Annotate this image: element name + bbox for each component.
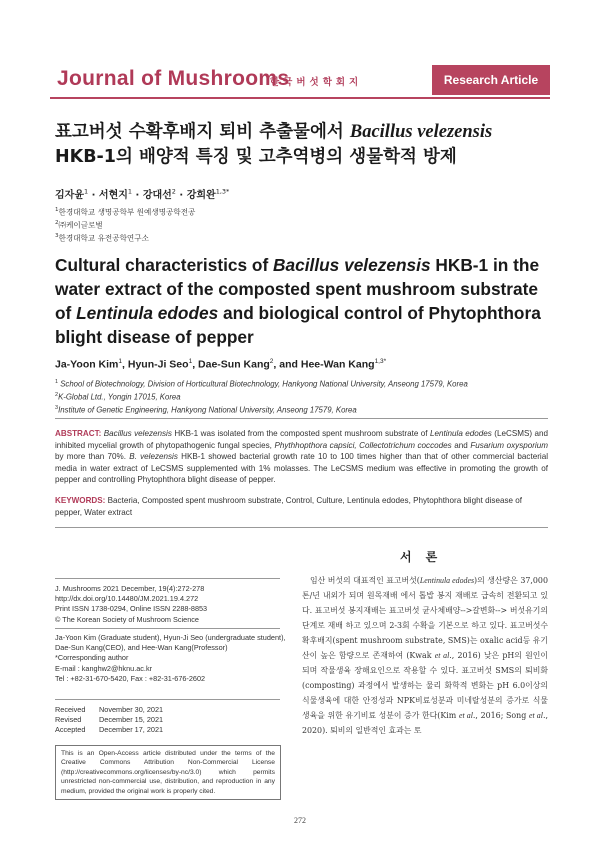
body-text: )의 생산량은 37,000톤/년 내외가 되며 원목재배 에서 톱밥 봉지 재배로 급속히 전환되고 있다. 표고버섯 봉지재배는 표고버섯 균사체배양-->갈변화--> 버섯유기의 단계로 재배 하고 있으며 2-3회 수확을 기본으로 하고 있다. 표고버섯수확후배지(spent mushroom substrate, SMS)는 oxalic acid등 유기산이 높은 함량으로 존재하여 (Kwak [302, 576, 548, 660]
info-line: Tel : +82-31-670-5420, Fax : +82-31-676-2602 [55, 673, 206, 683]
date-label: Revised [55, 715, 82, 725]
journal-header [50, 65, 550, 99]
author-info [55, 633, 286, 684]
affiliation-en: School of Biotechnology, Division of Horticultural Biotechnology, Hankyong National University, Anseong 17579, Korea [60, 379, 468, 389]
author-kr-sup: 1,3* [215, 187, 230, 196]
article-type-badge: Research Article [432, 65, 550, 95]
korean-title [55, 120, 535, 170]
author-separator: · [91, 190, 96, 201]
korean-title-line2: HKB-1의 배양적 특징 및 고추역병의 생물학적 방제 [55, 147, 457, 167]
journal-name-korean: 한국버섯학회지 [270, 77, 363, 88]
abstract-italic: Fusarium oxysporium [470, 440, 548, 450]
introduction-body [302, 573, 548, 738]
body-italic: et al [434, 651, 450, 660]
body-italic: et al [458, 711, 473, 720]
abstract-text: (LeCSMS) and inhibited mycelial growth of phytopathogenic fungal species, [55, 429, 549, 450]
article-info [55, 584, 280, 625]
info-line: Ja-Yoon Kim (Graduate student), Hyun-Ji Seo (undergraduate student), [55, 633, 286, 642]
author-kr-sup: 1 [83, 187, 89, 196]
divider [55, 418, 548, 419]
keywords-label: KEYWORDS: [55, 496, 106, 505]
body-text: ., 2020). 퇴비의 일반적인 효과는 토 [302, 711, 548, 735]
date-value: December 17, 2021 [99, 725, 164, 735]
body-text: 임산 버섯의 대표적인 표고버섯( [310, 576, 420, 585]
affiliation-en: Institute of Genetic Engineering, Hankyong National University, Anseong 17579, Korea [58, 405, 357, 415]
info-line: Dae-Sun Kang(CEO), and Hee-Wan Kang(Professor) [55, 643, 228, 653]
title-species: Bacillus velezensis [273, 255, 431, 275]
info-line: J. Mushrooms 2021 December, 19(4):272-278 [55, 584, 205, 593]
info-line: *Corresponding author [55, 653, 129, 663]
body-italic: et al [528, 711, 543, 720]
english-affiliations [55, 377, 555, 416]
abstract-italic: Phythhopthora capsici, Collectotrichum coccodes [274, 440, 452, 450]
affiliation-sup: 1 [55, 207, 59, 213]
journal-name: Journal of Mushrooms [57, 67, 290, 90]
affiliation-sup: 3 [55, 233, 59, 240]
date-value: November 30, 2021 [99, 705, 164, 714]
info-line: © The Korean Society of Mushroom Science [55, 614, 199, 624]
abstract-text: HKB-1 showed bacterial growth rate 10 to 100 times higher than that of other commercial bacterial media in water extract of LeCSMS supplemented with 1% molasses. The LeCSMS medium was effective in promoting the growth of pepper and controlling Phytophthora blight disease of pepper. [55, 452, 549, 485]
title-text: and biological control of Phytophthora blight disease of pepper [55, 303, 541, 347]
author-en: Dae-Sun Kang [198, 358, 270, 371]
info-line: Print ISSN 1738-0294, Online ISSN 2288-8853 [55, 604, 208, 614]
keywords-text: Bacteria, Composted spent mushroom substrate, Control, Culture, Lentinula edodes, Phytophthora blight disease of pepper, Water extract [55, 496, 522, 517]
title-species: Lentinula edodes [76, 303, 219, 323]
date-label: Received [55, 705, 86, 714]
affiliation-kr: 한경대학교 생명공학부 원예생명공학전공 [58, 207, 196, 217]
korean-authors [55, 186, 229, 201]
abstract-text: HKB-1 was isolated from the composted spent mushroom substrate of [171, 429, 430, 438]
section-title: 서론 [400, 550, 452, 564]
english-title [55, 253, 555, 349]
title-text: Cultural characteristics of [55, 255, 274, 275]
korean-title-part: 표고버섯 수확후배지 퇴비 추출물에서 [55, 122, 350, 142]
author-en-sup: 2 [269, 358, 274, 365]
date-value: December 15, 2021 [99, 715, 164, 725]
author-en-sup: 1,3* [374, 358, 387, 365]
author-kr-sup: 2 [171, 187, 176, 196]
affiliation-sup: 3 [55, 404, 59, 411]
english-authors: Ja-Yoon Kim$^1$, Hyun-Ji Seo$^1$, Dae-Sun Kang$^2$, and Hee-Wan Kang$^{1,3*}$ [55, 358, 387, 371]
author-separator: · [135, 190, 140, 201]
body-text: ., 2016) 낮은 pH의 원인이 되며 작물생육 장해요인으로 작용할 수 있다. 표고버섯 SMS의 퇴비화(composting) 과정에서 발생하는 물리 화학적 변화는 pH 6.0이상의 식물생육에 대한 안정성과 NPK비료성분과 미네랄성분의 증가로 식물생육을 위한 유기비료 성분이 증가 한다(Kim [302, 651, 548, 720]
author-en: Ja-Yoon Kim [55, 358, 119, 371]
page-number: 272 [294, 816, 306, 825]
author-kr: 서현지 [98, 190, 128, 201]
affiliation-kr: ㈜케이글로벌 [58, 220, 103, 230]
author-kr: 강대선 [142, 190, 172, 201]
author-kr: 강희완 [186, 190, 216, 201]
body-text: ., 2016; Song [472, 711, 529, 720]
body-italic: Lentinula edodes [419, 576, 475, 585]
abstract [55, 428, 548, 486]
info-divider [55, 578, 280, 579]
author-en-sup: 1 [118, 358, 123, 365]
info-doi[interactable]: http://dx.doi.org/10.14480/JM.2021.19.4.272 [55, 594, 199, 604]
author-kr-sup: 1 [127, 187, 133, 196]
author-en: Hyun-Ji Seo [127, 358, 189, 371]
title-text: HKB-1 in the water extract of the composted spent mushroom substrate of [55, 255, 540, 323]
article-dates [55, 705, 163, 736]
abstract-italic: B. velezensis [129, 452, 178, 462]
abstract-italic: Bacillus velezensis [103, 429, 172, 438]
keywords [55, 495, 548, 518]
abstract-text: and [451, 440, 471, 450]
info-divider [55, 628, 280, 629]
author-kr: 김자윤 [55, 190, 84, 201]
info-email[interactable]: E-mail : kanghw2@hknu.ac.kr [55, 663, 153, 673]
author-conjunction: and [279, 358, 298, 371]
divider [55, 527, 548, 528]
author-en-sup: 1 [188, 358, 193, 365]
affiliation-en: K-Global Ltd., Yongin 17015, Korea [58, 392, 181, 402]
abstract-text: by more than 70%. [55, 452, 130, 462]
author-en: Hee-Wan Kang [300, 358, 375, 371]
author-separator: · [179, 190, 184, 201]
affiliation-sup: 2 [55, 391, 59, 398]
abstract-label: ABSTRACT: [55, 429, 102, 438]
affiliation-kr: 한경대학교 유전공학연구소 [58, 233, 149, 243]
affiliation-sup: 1 [55, 379, 59, 385]
affiliation-sup: 2 [55, 220, 59, 227]
korean-title-species: Bacillus velezensis [349, 122, 493, 142]
korean-affiliations [55, 205, 195, 244]
open-access-notice: This is an Open-Access article distributed under the terms of the Creative Commons Attribution Non-Commercial License (http://creativecommons.org/licenses/by-nc/3.0) which permits unrestricted non-commercial use, distribution, and reproduction in any medium, provided the original work is properly cited. [55, 745, 281, 800]
info-divider [55, 699, 280, 700]
abstract-italic: Lentinula edodes [429, 429, 492, 438]
date-label: Accepted [55, 725, 86, 735]
